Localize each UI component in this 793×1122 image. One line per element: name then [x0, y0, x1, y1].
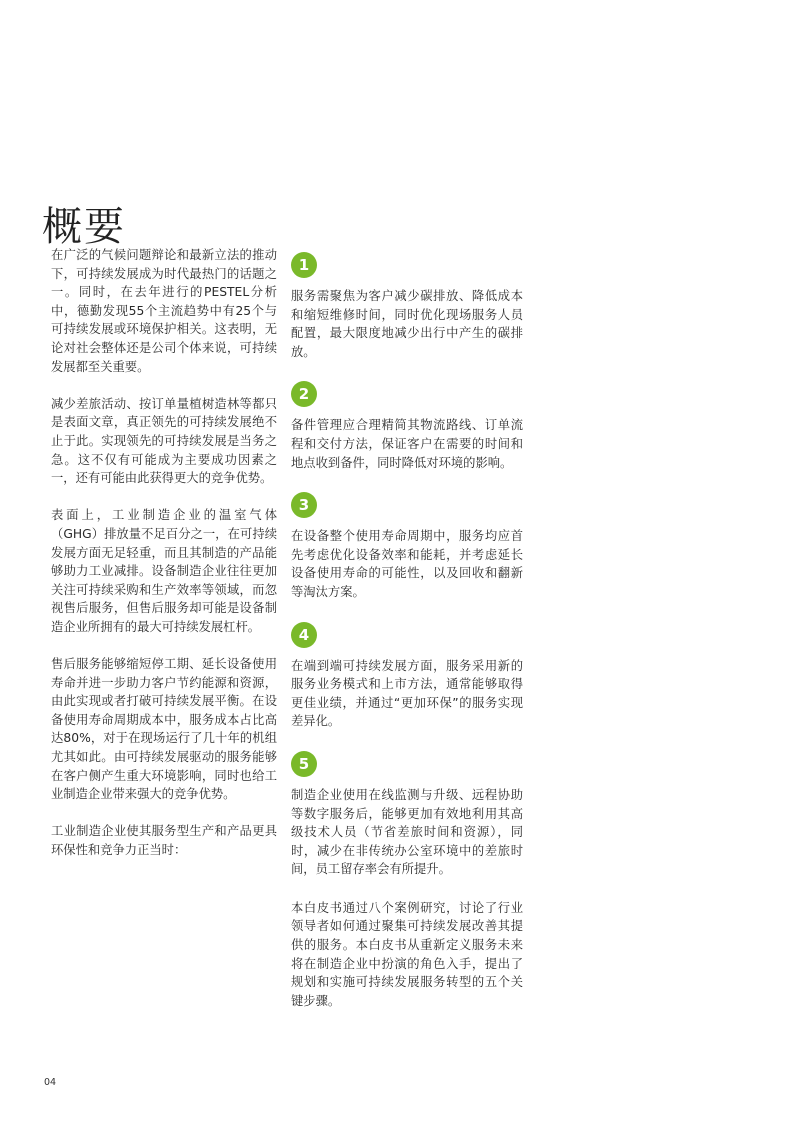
- left-paragraph-5: 工业制造企业使其服务型生产和产品更具环保性和竞争力正当时：: [51, 824, 277, 857]
- numbered-item-text: 备件管理应合理精简其物流路线、订单流程和交付方法，保证客户在需要的时间和地点收到备件，同时降低对环境的影响。: [291, 418, 523, 470]
- numbered-item-text: 在端到端可持续发展方面，服务采用新的服务业务模式和上市方法，通常能够取得更佳业绩，并通过“更加环保”的服务实现差异化。: [291, 658, 523, 729]
- left-paragraph-2: 减少差旅活动、按订单量植树造林等都只是表面文章，真正领先的可持续发展绝不止于此。实现领先的可持续发展是当务之急。这不仅有可能成为主要成功因素之一，还有可能由此获得更大的竞争优势。: [51, 396, 277, 486]
- number-badge: 1: [291, 252, 317, 278]
- number-badge: 3: [291, 492, 317, 518]
- closing-paragraph: 本白皮书通过八个案例研究，讨论了行业领导者如何通过聚集可持续发展改善其提供的服务。本白皮书从重新定义服务未来将在制造企业中扮演的角色入手，提出了规划和实施可持续发展服务转型的五个关键步骤。: [291, 900, 523, 1008]
- numbered-item-4: [291, 622, 523, 731]
- page-number: 04: [44, 1077, 57, 1088]
- numbered-item-text: 服务需聚焦为客户减少碳排放、降低成本和缩短维修时间，同时优化现场服务人员配置，最大限度地减少出行中产生的碳排放。: [291, 289, 523, 359]
- left-paragraph-3: 表面上，工业制造企业的温室气体（GHG）排放量不足百分之一，在可持续发展方面无足轻重，而且其制造的产品能够助力工业减排。设备制造企业往往更加关注可持续采购和生产效率等领域，而忽视售后服务，但售后服务却可能是设备制造企业所拥有的最大可持续发展杠杆。: [51, 508, 277, 634]
- left-paragraph-1: 在广泛的气候问题辩论和最新立法的推动下，可持续发展成为时代最热门的话题之一。同时，在去年进行的PESTEL分析中，德勤发现55个主流趋势中有25个与可持续发展或环境保护相关。这表明，无论对社会整体还是公司个体来说，可持续发展都至关重要。: [51, 248, 277, 374]
- numbered-item-1: [291, 252, 523, 361]
- number-badge: 4: [291, 622, 317, 648]
- left-column: [51, 246, 277, 878]
- numbered-item-2: [291, 381, 523, 472]
- right-column: [291, 252, 523, 1010]
- number-badge: 2: [291, 381, 317, 407]
- number-badge: 5: [291, 751, 317, 777]
- numbered-item-text: 在设备整个使用寿命周期中，服务均应首先考虑优化设备效率和能耗，并考虑延长设备使用寿命的可能性，以及回收和翻新等淘汰方案。: [291, 529, 523, 599]
- numbered-item-3: [291, 492, 523, 601]
- numbered-item-5: [291, 751, 523, 879]
- numbered-item-text: 制造企业使用在线监测与升级、远程协助等数字服务后，能够更加有效地利用其高级技术人员（节省差旅时间和资源），同时，减少在非传统办公室环境中的差旅时间，员工留存率会有所提升。: [291, 787, 523, 877]
- left-paragraph-4: 售后服务能够缩短停工期、延长设备使用寿命并进一步助力客户节约能源和资源，由此实现或者打破可持续发展平衡。在设备使用寿命周期成本中，服务成本占比高达80%，对于在现场运行了几十年的机组尤其如此。由可持续发展驱动的服务能够在客户侧产生重大环境影响，同时也给工业制造企业带来强大的竞争优势。: [51, 657, 277, 802]
- page-title: 概要: [42, 203, 126, 250]
